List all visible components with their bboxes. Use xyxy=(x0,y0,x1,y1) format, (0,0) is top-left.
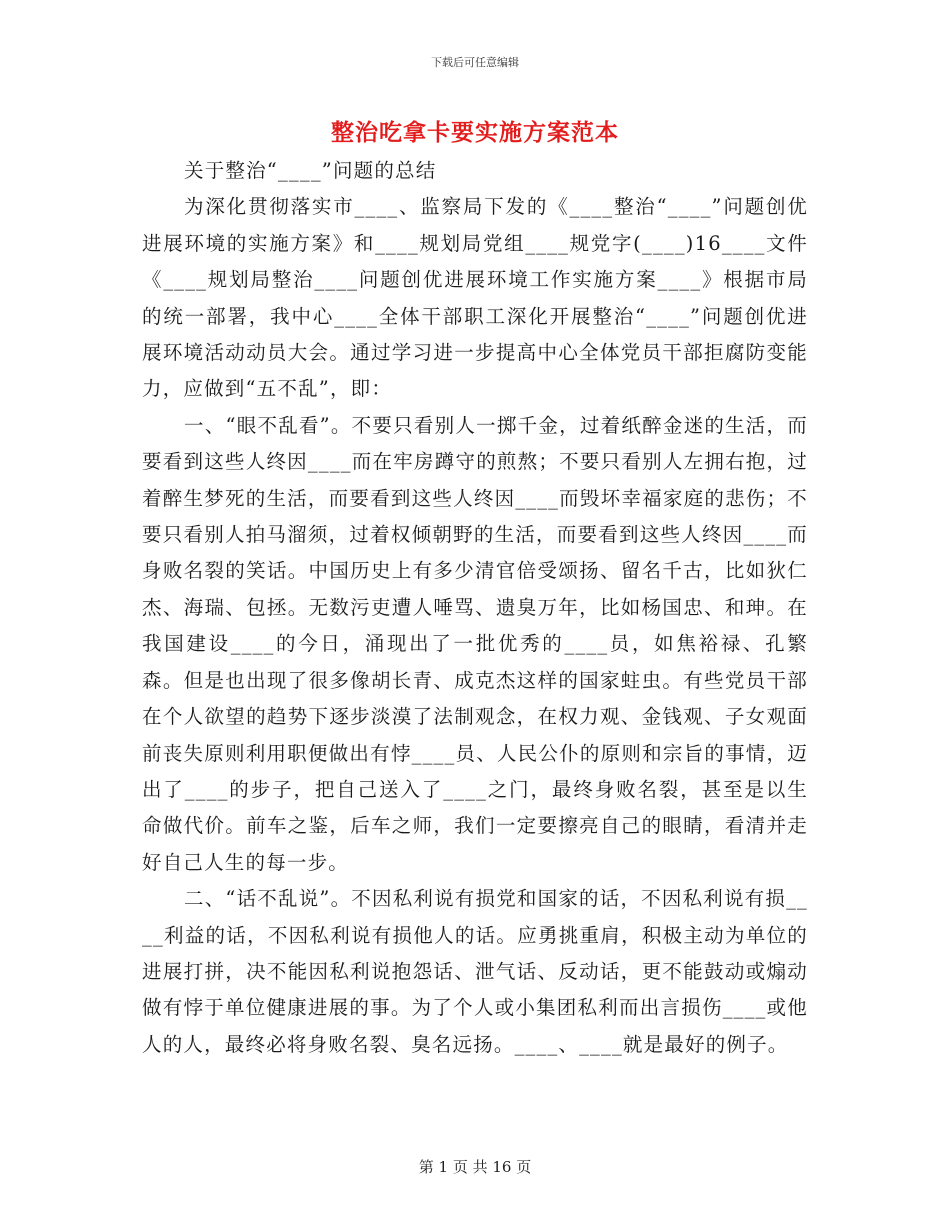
section-one-paragraph: 一、“眼不乱看”。不要只看别人一掷千金，过着纸醉金迷的生活，而要看到这些人终因____而在牢房蹲守的煎熬；不要只看别人左拥右抱，过着醉生梦死的生活，而要看到这些人终因____而毁坏幸福家庭的悲伤；不要只看别人拍马溜须，过着权倾朝野的生活，而要看到这些人终因____而身败名裂的笑话。中国历史上有多少清官倍受颂扬、留名千古，比如狄仁杰、海瑞、包拯。无数污吏遭人唾骂、遗臭万年，比如杨国忠、和珅。在我国建设____的今日，涌现出了一批优秀的____员，如焦裕禄、孔繁森。但是也出现了很多像胡长青、成克杰这样的国家蛀虫。有些党员干部在个人欲望的趋势下逐步淡漠了法制观念，在权力观、金钱观、子女观面前丧失原则利用职便做出有悖____员、人民公仆的原则和宗旨的事情，迈出了____的步子，把自己送入了____之门，最终身败名裂，甚至是以生命做代价。前车之鉴，后车之师，我们一定要擦亮自己的眼睛，看清并走好自己人生的每一步。 xyxy=(142,413,808,874)
document-body xyxy=(142,153,808,1063)
summary-heading: 关于整治“____”问题的总结 xyxy=(184,159,437,182)
document-title: 整治吃拿卡要实施方案范本 xyxy=(331,119,619,146)
section-two-paragraph: 二、“话不乱说”。不因私利说有损党和国家的话，不因私利说有损____利益的话，不因私利说有损他人的话。应勇挑重肩，积极主动为单位的进展打拼，决不能因私利说抱怨话、泄气话、反动话，更不能鼓动或煽动做有悖于单位健康进展的事。为了个人或小集团私利而出言损伤____或他人的人，最终必将身败名裂、臭名远扬。____、____就是最好的例子。 xyxy=(142,887,808,1056)
intro-paragraph: 为深化贯彻落实市____、监察局下发的《____整治“____”问题创优进展环境的实施方案》和____规划局党组____规党字(____)16____文件《____规划局整治____问题创优进展环境工作实施方案____》根据市局的统一部署，我中心____全体干部职工深化开展整治“____”问题创优进展环境活动动员大会。通过学习进一步提高中心全体党员干部拒腐防变能力，应做到“五不乱”，即： xyxy=(142,195,808,401)
page-number: 第 1 页 共 16 页 xyxy=(418,1158,532,1176)
header-note: 下载后可任意编辑 xyxy=(431,56,519,69)
